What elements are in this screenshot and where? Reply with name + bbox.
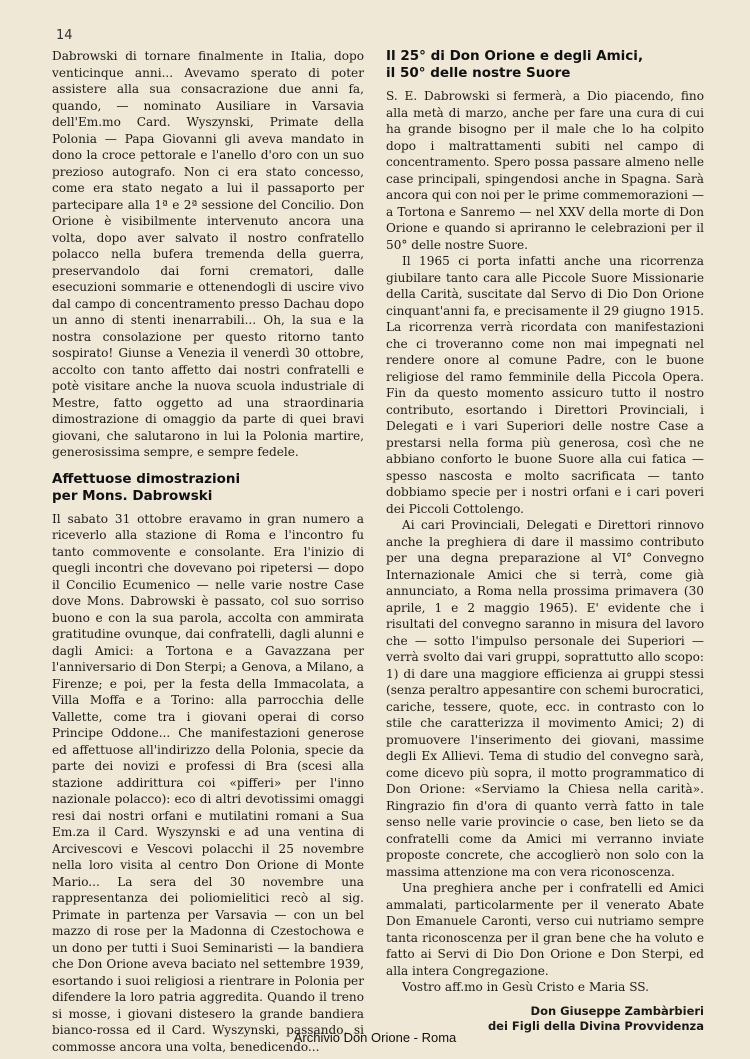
page-number: 14 <box>56 28 73 43</box>
heading-line: il 50° delle nostre Suore <box>386 65 571 81</box>
paragraph: Ai cari Provinciali, Delegati e Direttori rinnovo anche la preghiera di dare il massimo contributo per una degna preparazione al VI° Convegno Internazionale Amici che si terrà, come già annunciato, a Roma nella prossima primavera (30 aprile, 1 e 2 maggio 1965). E' evidente che i risultati del convegno saranno in misura del lavoro che — sotto l'impulso personale dei Superiori — verrà svolto dai vari gruppi, soprattutto allo scopo: 1) di dare una maggiore efficienza ai gruppi stessi (senza peraltro appesantire con schemi burocratici, cariche, tessere, quote, ecc. in contrasto con lo stile che caratterizza il movimento Amici; 2) di promuovere l'inserimento dei giovani, massime degli Ex Allievi. Tema di studio del convegno sarà, come dicevo più sopra, il motto programmatico di Don Orione: «Serviamo la Chiesa nella carità». Ringrazio fin d'ora di quanto verrà fatto in tale senso nelle varie provincie o case, ben lieto se da confratelli come da Amici mi verranno inviate proposte concrete, che accoglierò non solo con la massima attenzione ma con vera riconoscenza. <box>386 518 704 879</box>
paragraph: Una preghiera anche per i confratelli ed Amici ammalati, particolarmente per il venerato Abate Don Emanuele Caronti, verso cui nutriamo sempre tanta riconoscenza per il gran bene che ha voluto e fatto ai Servi di Dio Don Orione e Don Sterpi, ed alla intera Congregazione. <box>386 881 704 978</box>
intro-paragraph: Dabrowski di tornare finalmente in Italia, dopo venticinque anni... Avevamo sperato di poter assistere alla sua consacrazione due anni fa, quando, — nominato Ausiliare in Varsavia dell'Em.mo Card. Wyszynski, Primate della Polonia — Papa Giovanni gli aveva mandato in dono la croce pettorale e l'anello d'oro con un suo prezioso autografo. Non ci era stato concesso, come era stato negato a lui il passaporto per partecipare alla 1ª e 2ª sessione del Concilio. Don Orione è visibilmente intervenuto ancora una volta, dopo aver salvato il nostro confratello polacco nella bufera tremenda della guerra, preservandolo dai forni crematori, dalle esecuzioni sommarie e ottenendogli di uscire vivo dal campo di concentramento presso Dachau dopo un anno di stenti inenarrabili... Oh, la sua e la nostra consolazione per questo ritorno tanto sospirato! Giunse a Venezia il venerdì 30 ottobre, accolto con tanto affetto dai nostri confratelli e potè visitare anche la nuova scuola industriale di Mestre, fatto oggetto ad una straordinaria dimostrazione di omaggio da parte di quei bravi giovani, che salutarono in lui la Polonia martire, generosissima sempre, e sempre fedele. <box>52 49 364 459</box>
heading-line: Il 25° di Don Orione e degli Amici, <box>386 48 644 64</box>
section-heading-anniversario <box>386 48 704 82</box>
signature-name: Don Giuseppe Zambàrbieri <box>530 1003 704 1018</box>
paragraph: Il 1965 ci porta infatti anche una ricorrenza giubilare tanto cara alle Piccole Suore Missionarie della Carità, suscitate dal Servo di Dio Don Orione cinquant'anni fa, e precisamente il 29 giugno 1915. La ricorrenza verrà ricordata con manifestazioni che ci troveranno come non mai impegnati nel rendere onore al comune Padre, con le buone religiose del ramo femminile della Piccola Opera. Fin da questo momento assicuro tutto il nostro contributo, esortando i Direttori Provinciali, i Delegati e i vari Superiori delle nostre Case a prestarsi nella forma più generosa, così che ne abbiano conforto le buone Suore alla cui fatica — spesso nascosta e molto sacrificata — tanto dobbiamo specie per i nostri orfani e i cari poveri dei Piccoli Cottolengo. <box>386 254 704 516</box>
archive-footer: Archivio Don Orione - Roma <box>293 1030 457 1045</box>
body-paragraph: Il sabato 31 ottobre eravamo in gran numero a riceverlo alla stazione di Roma e l'incontro fu tanto commovente e consolante. Era l'inizio di quegli incontri che dovevano poi ripetersi — dopo il Concilio Ecumenico — nelle varie nostre Case dove Mons. Dabrowski è passato, col suo sorriso buono e con la sua parola, accolta con ammirata gratitudine ovunque, dai confratelli, dagli alunni e dagli Amici: a Tortona e a Gavazzana per l'anniversario di Don Sterpi; a Genova, a Milano, a Firenze; e poi, per la festa della Immacolata, a Villa Moffa e a Torino: alla parrocchia delle Vallette, come tra i giovani operai di corso Principe Oddone... Che manifestazioni generose ed affettuose all'indirizzo della Polonia, specie da parte dei novizi e professi di Bra (scesi alla stazione addirittura coi «pifferi» per l'inno nazionale polacco): eco di altri devotissimi omaggi resi dai nostri orfani e mutilatini romani a Sua Em.za il Card. Wyszynski e ad una ventina di Arcivescovi e Vescovi polacchi il 25 novembre nella loro visita al centro Don Orione di Monte Mario... La sera del 30 novembre una rappresentanza dei poliomielitici recò al sig. Primate in partenza per Varsavia — con un bel mazzo di rose per la Madonna di Czestochowa e un dono per tutti i Suoi Seminaristi — la bandiera che Don Orione aveva baciato nel settembre 1939, esortando i suoi religiosi a rientrare in Polonia per difendere la loro patria aggredita. Quando il treno si mosse, i giovani distesero la grande bandiera bianco-rossa ed il Card. Wyszynski, passando, si commosse ancora una volta, benedicendo... <box>52 511 364 1054</box>
heading-line: per Mons. Dabrowski <box>52 487 213 504</box>
right-column <box>386 48 704 1034</box>
signature-affiliation: dei Figli della Divina Provvidenza <box>487 1018 704 1033</box>
paragraph: S. E. Dabrowski si fermerà, a Dio piacendo, fino alla metà di marzo, anche per fare una cura di cui ha grande bisogno per il male che lo ha colpito dopo i maltrattamenti subiti nel campo di concentramento. Spero possa passare almeno nelle case principali, spingendosi anche in Spagna. Sarà ancora qui con noi per le prime commemorazioni — a Tortona e Sanremo — nel XXV della morte di Don Orione e quando si apriranno le celebrazioni per il 50° delle nostre Suore. <box>386 89 704 252</box>
left-column <box>52 48 364 1055</box>
section-heading-dimostrazioni <box>52 471 364 505</box>
heading-line: Affettuose dimostrazioni <box>52 470 241 487</box>
closing-line: Vostro aff.mo in Gesù Cristo e Maria SS. <box>402 980 650 994</box>
signature <box>386 1004 704 1034</box>
